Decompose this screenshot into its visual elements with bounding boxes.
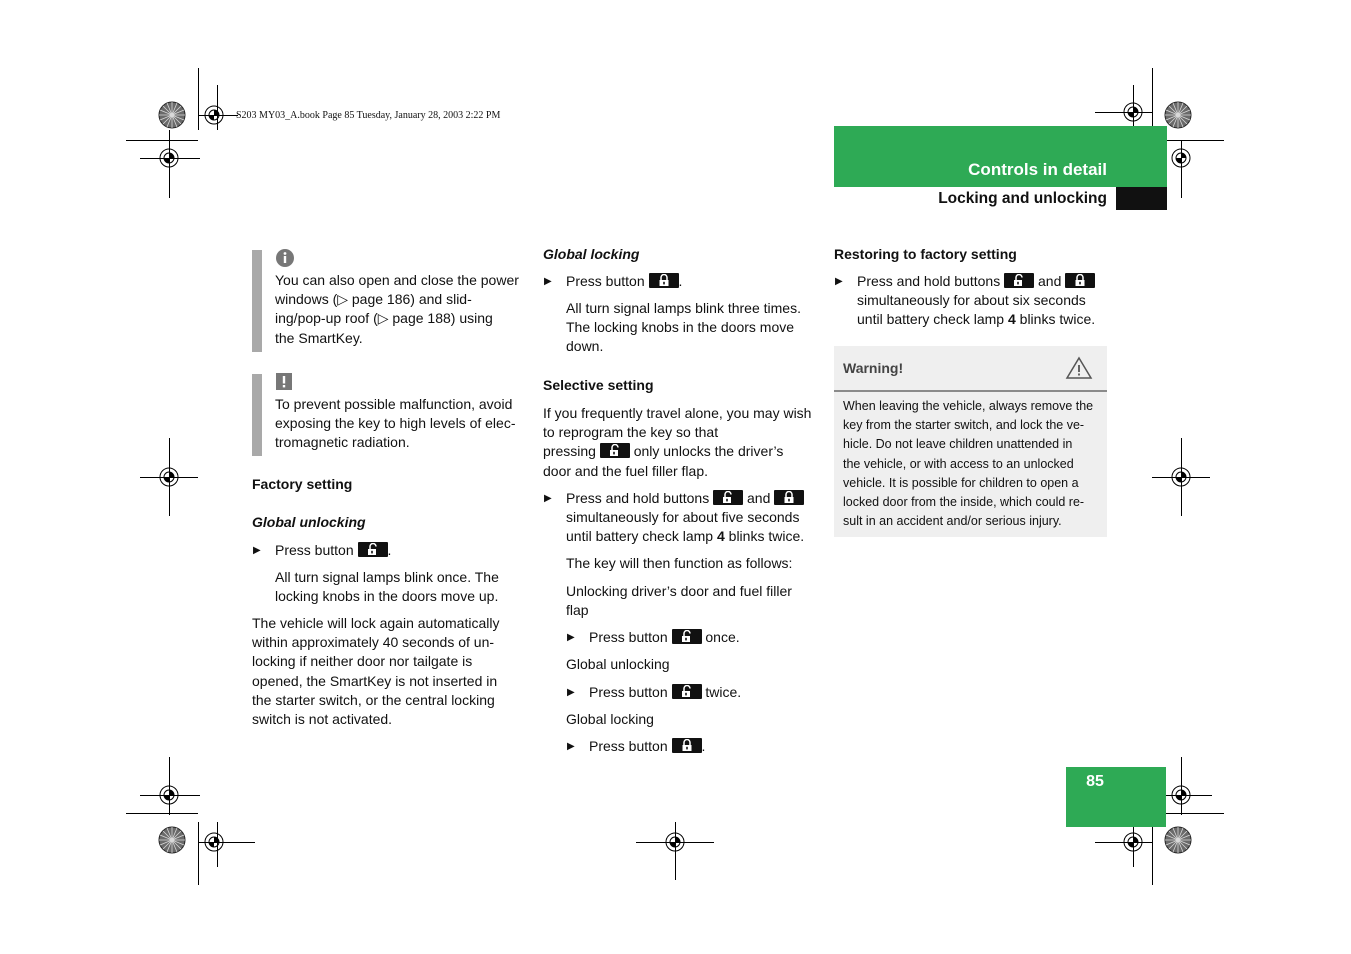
subsection-title: Locking and unlocking bbox=[938, 190, 1107, 207]
bullet-arrow-icon: ▶ bbox=[567, 632, 575, 643]
unlock-key-icon bbox=[672, 684, 702, 699]
global-unlocking-label: Global unlocking bbox=[566, 656, 670, 672]
function-intro: The key will then function as follows: bbox=[566, 555, 793, 571]
lock-key-icon bbox=[1065, 273, 1095, 288]
step-press-once: Press button once. bbox=[589, 629, 740, 645]
step-press-twice: Press button twice. bbox=[589, 684, 742, 700]
caution-note-bar bbox=[252, 374, 262, 456]
step-hold-buttons: Press and hold buttons and simultaneously for about five seconds until battery check lamp 4 blinks twice. bbox=[566, 490, 805, 545]
page-number-tab bbox=[1066, 767, 1166, 827]
selective-paragraph: If you frequently travel alone, you may wish to reprogram the key so that pressing only unlocks the driver’s door and the fuel filler flap. bbox=[543, 405, 812, 479]
bullet-arrow-icon: ▶ bbox=[544, 276, 552, 287]
lock-key-icon bbox=[649, 273, 679, 288]
bullet-arrow-icon: ▶ bbox=[544, 493, 552, 504]
lock-key-icon bbox=[672, 738, 702, 753]
warning-triangle-icon bbox=[1065, 356, 1093, 380]
global-locking-label: Global locking bbox=[566, 711, 654, 727]
warning-box bbox=[834, 346, 1107, 537]
warning-text: When leaving the vehicle, always remove the key from the starter switch, and lock the ve- hicle. Do not leave children unattended in the vehicle, or with access to an unlocked vehicle. It is possible for children to open a locked door from the inside, which could re- sult in an accident and/or serious injury. bbox=[843, 399, 1094, 529]
step-result: All turn signal lamps blink three times. The locking knobs in the doors move down. bbox=[566, 300, 801, 355]
unlock-key-icon bbox=[672, 629, 702, 644]
global-locking-heading: Global locking bbox=[543, 246, 640, 262]
lock-key-icon bbox=[774, 490, 804, 505]
bullet-arrow-icon: ▶ bbox=[835, 276, 843, 287]
unlock-key-icon bbox=[1004, 273, 1034, 288]
info-note-bar bbox=[252, 250, 262, 352]
global-unlocking-heading: Global unlocking bbox=[252, 514, 366, 530]
step-result: All turn signal lamps blink once. The locking knobs in the doors move up. bbox=[275, 569, 499, 605]
auto-relock-paragraph: The vehicle will lock again automatically within approximately 40 seconds of un- locking if neither door nor tailgate is opened, the SmartKey is not inserted in the starter switch, or the central locking switch is not activated. bbox=[252, 615, 500, 728]
restore-heading: Restoring to factory setting bbox=[834, 246, 1017, 262]
step-press-unlock: Press button . bbox=[275, 542, 392, 558]
exclamation-icon bbox=[276, 373, 292, 390]
bullet-arrow-icon: ▶ bbox=[567, 741, 575, 752]
unlock-key-icon bbox=[600, 443, 630, 458]
page-number: 85 bbox=[1086, 773, 1104, 790]
step-press-lock-final: Press button . bbox=[589, 738, 706, 754]
caution-note: To prevent possible malfunction, avoid exposing the key to high levels of elec- tromagnetic radiation. bbox=[275, 396, 516, 451]
bullet-arrow-icon: ▶ bbox=[253, 545, 261, 556]
header-tab-marker bbox=[1116, 187, 1167, 210]
factory-setting-heading: Factory setting bbox=[252, 476, 353, 492]
info-note: You can also open and close the power windows (▷ page 186) and slid- ing/pop-up roof (▷ page 188) using the SmartKey. bbox=[275, 272, 519, 346]
info-icon bbox=[275, 248, 295, 268]
step-restore-hold: Press and hold buttons and simultaneously for about six seconds until battery check lamp 4 blinks twice. bbox=[857, 273, 1096, 328]
print-info: S203 MY03_A.book Page 85 Tuesday, January 28, 2003 2:22 PM bbox=[236, 110, 501, 121]
section-header bbox=[834, 126, 1167, 187]
section-title: Controls in detail bbox=[968, 160, 1107, 179]
unlock-driver-text: Unlocking driver’s door and fuel filler flap bbox=[566, 583, 792, 619]
selective-setting-heading: Selective setting bbox=[543, 377, 654, 393]
unlock-key-icon bbox=[358, 542, 388, 557]
warning-header bbox=[834, 346, 1107, 392]
unlock-key-icon bbox=[713, 490, 743, 505]
bullet-arrow-icon: ▶ bbox=[567, 687, 575, 698]
step-press-lock: Press button . bbox=[566, 273, 683, 289]
warning-title: Warning! bbox=[843, 360, 904, 376]
